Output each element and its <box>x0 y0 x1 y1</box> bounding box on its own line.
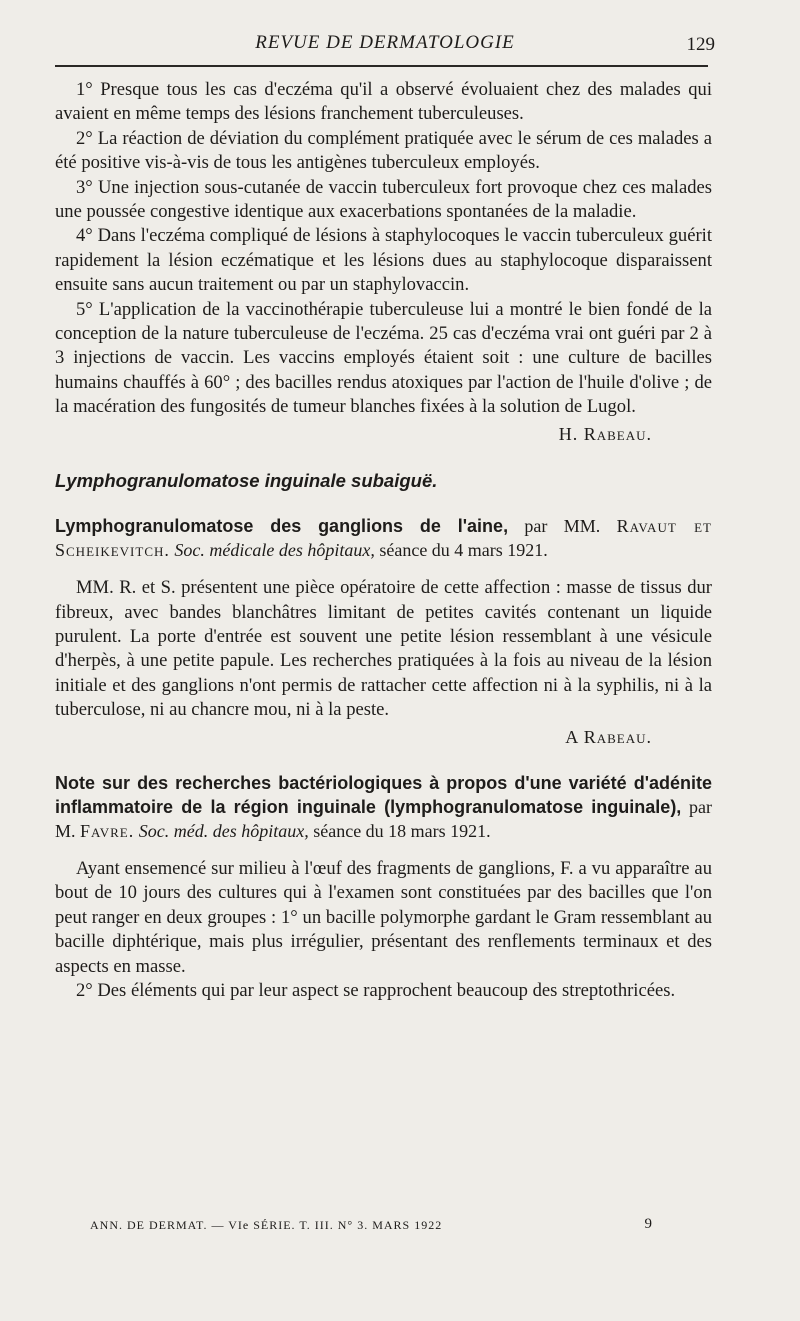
article1-title: Lymphogranulomatose des ganglions de l'aine, <box>55 516 509 537</box>
article2-authors: Favre. <box>80 820 135 841</box>
article2-date: séance du 18 mars 1921. <box>308 820 491 841</box>
eczema-point-5: 5° L'application de la vaccinothérapie tuberculeuse lui a montré le bien fondé de la conception de la nature tuberculeuse de l'eczéma. 25 cas d'eczéma vrai ont guéri par 2 à 3 injections de vaccin. Les vaccins employés étaient soit : une culture de bacilles humains chauffés à 60° ; des bacilles rendus atoxiques par l'action de l'huile d'olive ; de la macération des fungosités de tumeur blanches fixées à la solution de Lugol. <box>55 298 712 418</box>
page-body <box>55 78 712 1003</box>
eczema-point-2: 2° La réaction de déviation du complément pratiquée avec le sérum de ces malades a été positive vis-à-vis de tous les antigènes tuberculeux employés. <box>55 127 712 174</box>
section-title: Lymphogranulomatose inguinale subaiguë. <box>55 470 438 492</box>
running-head <box>55 32 715 58</box>
page-footer <box>90 1218 650 1233</box>
signature-h-rabeau: H. Rabeau. <box>558 423 652 444</box>
article2-paragraph-1: Ayant ensemencé sur milieu à l'œuf des fragments de ganglions, F. a vu apparaître au bout de 10 jours des cultures qui à l'examen sont constituées par des bacilles que l'on peut ranger en deux groupes : 1° un bacille polymorphe gardant le Gram ressemblant au bacille diphtérique, mais plus irrégulier, présentant des renflements terminaux et des aspects en masse. <box>55 857 712 977</box>
article1-source: Soc. médicale des hôpitaux, <box>169 540 375 561</box>
article1-authors-prefix: par MM. <box>508 516 617 537</box>
sheet-number: 9 <box>644 1216 652 1232</box>
footer-citation: ANN. DE DERMAT. — VIe SÉRIE. T. III. N° 3. MARS 1922 <box>90 1218 443 1232</box>
eczema-point-1: 1° Presque tous les cas d'eczéma qu'il a observé évoluaient chez des malades qui avaient en même temps des lésions franchement tuberculeuses. <box>55 79 712 125</box>
journal-title: REVUE DE DERMATOLOGIE <box>255 32 515 53</box>
article1-authors: Ravaut et Scheikevitch. <box>55 516 713 561</box>
article2-authors-prefix: par M. <box>55 796 713 841</box>
article1-date: séance du 4 mars 1921. <box>374 540 548 561</box>
article2-paragraph-2: 2° Des éléments qui par leur aspect se rapprochent beaucoup des streptothricées. <box>76 979 676 1001</box>
article2-title: Note sur des recherches bactériologiques à propos d'une variété d'adénite inflammatoire de la région inguinale (lymphogranulomatose inguinale), <box>55 772 712 817</box>
article2-source: Soc. méd. des hôpitaux, <box>134 820 309 841</box>
article2-heading <box>55 771 712 843</box>
article1-heading <box>55 514 712 562</box>
signature-a-rabeau: A Rabeau. <box>565 726 652 747</box>
header-rule <box>55 65 708 67</box>
eczema-point-4: 4° Dans l'eczéma compliqué de lésions à staphylocoques le vaccin tuberculeux guérit rapidement la lésion eczématique et les lésions dues au staphylocoque disparaissent ensuite sans aucun traitement ou par un staphylovaccin. <box>55 225 712 296</box>
eczema-point-3: 3° Une injection sous-cutanée de vaccin tuberculeux fort provoque chez ces malades une poussée congestive identique aux exacerbations spontanées de la maladie. <box>55 176 712 223</box>
page-number: 129 <box>686 34 715 55</box>
article1-body: MM. R. et S. présentent une pièce opératoire de cette affection : masse de tissus dur fibreux, avec bandes blanchâtres limitant de petites cavités contenant un liquide purulent. La porte d'entrée est souvent une petite lésion ressemblant à une vésicule d'herpès, à une petite papule. Les recherches pratiquées à la fois au niveau de la lésion initiale et des ganglions n'ont permis de rattacher cette affection ni à la syphilis, ni à la tuberculose, ni au chancre mou, ni à la peste. <box>55 577 712 721</box>
